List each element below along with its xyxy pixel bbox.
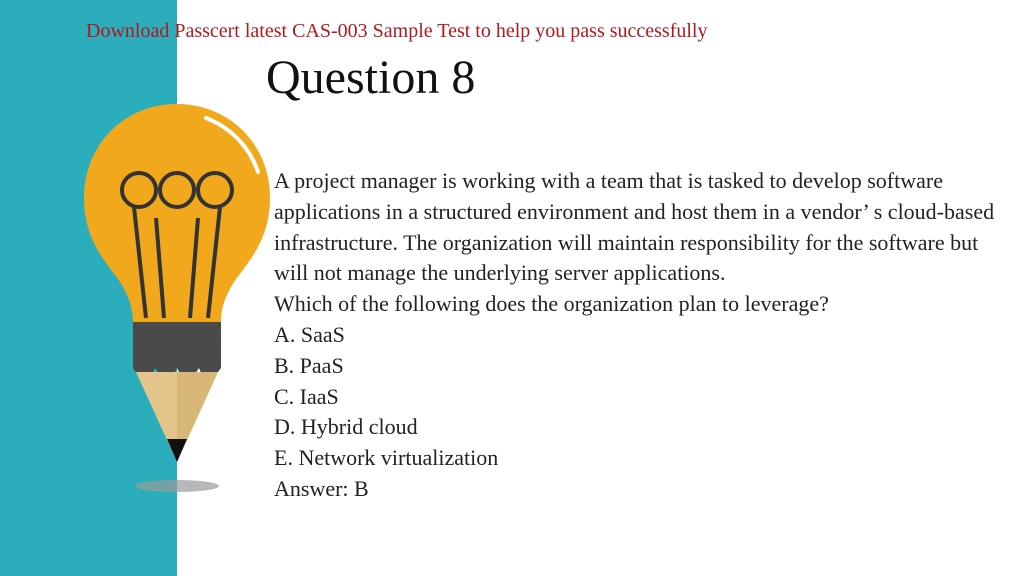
option-d: D. Hybrid cloud bbox=[274, 414, 418, 440]
answer-text: Answer: B bbox=[274, 475, 369, 501]
question-prompt: Which of the following does the organization plan to leverage? bbox=[274, 291, 829, 317]
option-b: B. PaaS bbox=[274, 352, 344, 378]
lightbulb-pencil-icon bbox=[84, 100, 274, 500]
slide-title: Question 8 bbox=[266, 51, 476, 104]
option-a: A. SaaS bbox=[274, 321, 345, 347]
question-body bbox=[274, 166, 1004, 505]
option-e: E. Network virtualization bbox=[274, 445, 499, 471]
question-text: A project manager is working with a team that is tasked to develop software applications in a structured environment and host them in a vendor’ s cloud-based infrastructure. The organization will maintain responsibility for the software but will not manage the underlying server applications. bbox=[274, 168, 995, 286]
option-c: C. IaaS bbox=[274, 383, 339, 409]
download-banner: Download Passcert latest CAS-003 Sample Test to help you pass successfully bbox=[86, 20, 708, 42]
